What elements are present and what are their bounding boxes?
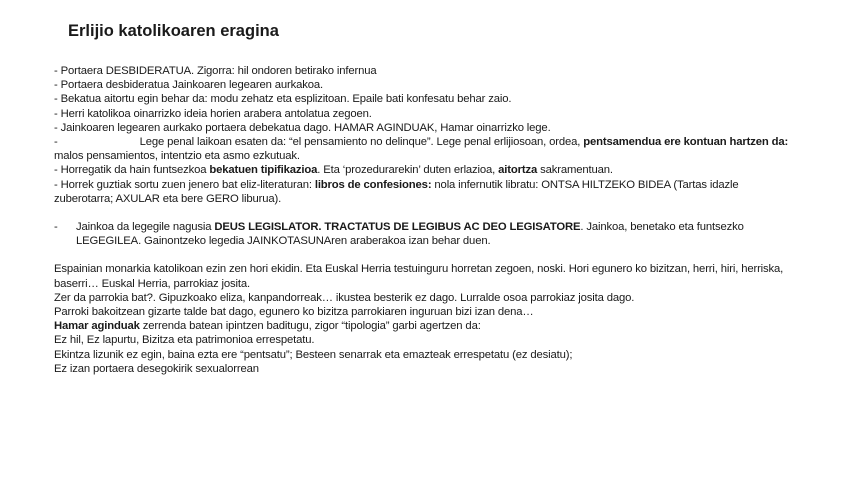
text-paragraph — [54, 135, 794, 163]
text-line: Parroki bakoitzean gizarte talde bat dago, egunero ko bizitza parrokiaren inguruan bizi izan dena… — [54, 306, 534, 319]
text-paragraph: Espainian monarkia katolikoan ezin zen hori ekidin. Eta Euskal Herria testuinguru horretan zegoen, noski. Hori egunero ko bizitzan, herri, hiri, herriska, baserri… Euskal Herria, parrokiaz josita. — [54, 263, 784, 290]
bold-run: aitortza — [498, 164, 538, 177]
text-line: - Portaera desbideratua Jainkoaren legearen aurkakoa. — [54, 79, 324, 92]
bullet-item — [54, 220, 794, 248]
slide-body — [54, 64, 794, 376]
dash: - — [54, 136, 58, 149]
text-line: Zer da parrokia bat?. Gipuzkoako eliza, kanpandorreak… ikustea besterik ez dago. Lurralde osoa parrokiaz josita dago. — [54, 291, 635, 304]
text-run: - Horregatik da hain funtsezkoa — [54, 164, 210, 177]
text-run: Jainkoa da legegile nagusia — [76, 221, 215, 234]
text-line: - Herri katolikoa oinarrizko ideia horien arabera antolatua zegoen. — [54, 107, 372, 120]
text-run: - Horrek guztiak sortu zuen jenero bat eliz-literaturan: — [54, 178, 315, 191]
text-run: Lege penal laikoan esaten da: “el pensamiento no delinque”. Lege penal erlijiosoan, ordea, — [139, 136, 584, 149]
spacer — [54, 248, 794, 262]
bold-run: bekatuen tipifikazioa — [209, 164, 318, 177]
bold-run: libros de confesiones: — [314, 178, 432, 191]
text-line — [54, 163, 794, 177]
bold-run: DEUS LEGISLATOR. TRACTATUS DE LEGIBUS AC DEO LEGISATORE — [214, 221, 581, 234]
text-line: - Bekatua aitortu egin behar da: modu zehatz eta esplizitoan. Epaile bati konfesatu behar zaio. — [54, 93, 512, 106]
text-run: malos pensamientos, intentzio eta asmo ezkutuak. — [54, 150, 300, 163]
bullet-dash: - — [54, 221, 58, 234]
text-line: - Jainkoaren legearen aurkako portaera debekatua dago. HAMAR AGINDUAK, Hamar oinarrizko lege. — [54, 121, 551, 134]
text-run: . Jainkoa, benetako eta funtsezko LEGEGILEA. Gainontzeko legedia JAINKOTASUNAren araberakoa izan behar duen. — [76, 221, 744, 248]
text-line — [54, 319, 794, 333]
text-line: Ekintza lizunik ez egin, baina ezta ere “pentsatu”; Besteen senarrak eta emazteak errespetatu (ez desiatu); — [54, 348, 573, 361]
text-line: Ez hil, Ez lapurtu, Bizitza eta patrimonioa errespetatu. — [54, 334, 315, 347]
text-paragraph — [54, 178, 794, 206]
text-run: zerrenda batean ipintzen baditugu, zigor “tipologia” garbi agertzen da: — [139, 320, 481, 333]
text-line: Ez izan portaera desegokirik sexualorrean — [54, 362, 259, 375]
bold-run: pentsamendua ere kontuan hartzen da: — [583, 136, 789, 149]
text-run: nola infernutik libratu: ONTSA HILTZEKO BIDEA (Tartas idazle zuberotarra; AXULAR eta bere GERO liburua). — [54, 178, 739, 205]
text-line: - Portaera DESBIDERATUA. Zigorra: hil ondoren betirako infernua — [54, 65, 377, 77]
bold-run: Hamar aginduak — [54, 320, 140, 333]
slide-title: Erlijio katolikoaren eragina — [68, 22, 279, 40]
text-run: . Eta ‘prozedurarekin’ duten erlazioa, — [317, 164, 499, 177]
spacer — [54, 206, 794, 220]
text-run: sakramentuan. — [537, 164, 613, 177]
